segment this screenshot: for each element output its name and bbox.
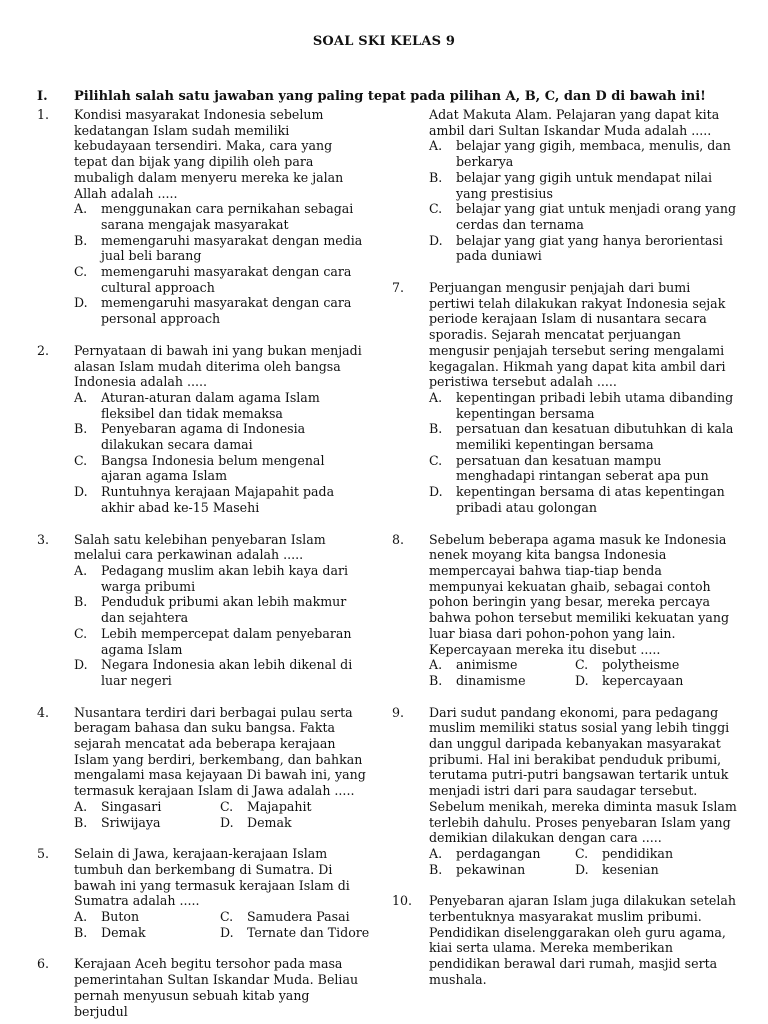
question-stem: Salah satu kelebihan penyebaran Islam melalui cara perkawinan adalah ..... bbox=[74, 531, 326, 563]
option-letter: D. bbox=[575, 672, 589, 688]
option-text: pendidikan bbox=[602, 845, 674, 861]
option-letter: C. bbox=[220, 798, 234, 814]
option-b[interactable] bbox=[429, 421, 737, 452]
option-text: Majapahit bbox=[247, 798, 312, 814]
question-number: 7. bbox=[392, 280, 405, 296]
option-text: animisme bbox=[456, 657, 518, 673]
question-stem: Penyebaran ajaran Islam juga dilakukan setelah terbentuknya masyarakat muslim pribumi. Pendidikan diselenggarakan oleh guru agama, kiai serta ulama. Mereka memberikan pendidikan berawal dari rumah, masjid serta mushala. bbox=[429, 893, 737, 987]
option-letter: C. bbox=[74, 264, 88, 280]
option-text: Penduduk pribumi akan lebih makmur dan sejahtera bbox=[101, 594, 347, 626]
option-letter: A. bbox=[74, 562, 88, 578]
option-d[interactable] bbox=[74, 295, 367, 326]
option-a[interactable] bbox=[74, 201, 367, 232]
option-b[interactable] bbox=[429, 673, 575, 689]
option-c[interactable] bbox=[74, 626, 367, 657]
question-stem: Kerajaan Aceh begitu tersohor pada masa pemerintahan Sultan Iskandar Muda. Beliau pernah menyusun sebuah kitab yang berjudul bbox=[74, 956, 359, 1019]
options bbox=[429, 846, 737, 877]
option-text: kepentingan bersama di atas kepentingan pribadi atau golongan bbox=[456, 484, 725, 515]
option-b[interactable] bbox=[429, 170, 737, 201]
option-a[interactable] bbox=[74, 799, 220, 815]
option-letter: B. bbox=[429, 421, 443, 437]
option-c[interactable] bbox=[429, 453, 737, 484]
option-d[interactable] bbox=[575, 673, 725, 689]
option-letter: A. bbox=[74, 201, 88, 217]
option-letter: D. bbox=[74, 657, 88, 673]
option-text: Samudera Pasai bbox=[247, 909, 350, 925]
option-d[interactable] bbox=[74, 484, 367, 515]
option-b[interactable] bbox=[74, 421, 367, 452]
option-b[interactable] bbox=[429, 862, 575, 878]
option-letter: B. bbox=[429, 169, 443, 185]
option-letter: A. bbox=[429, 389, 443, 405]
option-letter: B. bbox=[429, 861, 443, 877]
option-a[interactable] bbox=[429, 390, 737, 421]
option-text: Buton bbox=[101, 909, 140, 925]
question-3 bbox=[37, 532, 367, 689]
option-c[interactable] bbox=[575, 657, 725, 673]
options bbox=[74, 563, 367, 689]
option-b[interactable] bbox=[74, 233, 367, 264]
option-text: Lebih mempercepat dalam penyebaran agama Islam bbox=[101, 625, 352, 657]
option-letter: B. bbox=[74, 232, 88, 248]
option-text: belajar yang gigih untuk mendapat nilai yang prestisius bbox=[456, 169, 713, 201]
option-text: belajar yang gigih, membaca, menulis, dan berkarya bbox=[456, 138, 731, 170]
question-8 bbox=[392, 532, 737, 689]
option-c[interactable] bbox=[74, 453, 367, 484]
option-text: memengaruhi masyarakat dengan media jual beli barang bbox=[101, 232, 363, 264]
option-c[interactable] bbox=[220, 799, 370, 815]
option-letter: D. bbox=[74, 484, 88, 500]
question-number: 1. bbox=[37, 107, 50, 122]
options bbox=[74, 390, 367, 516]
option-text: pekawinan bbox=[456, 861, 526, 877]
question-number: 5. bbox=[37, 846, 50, 862]
option-text: Aturan-aturan dalam agama Islam fleksibel dan tidak memaksa bbox=[101, 389, 320, 421]
option-b[interactable] bbox=[74, 925, 220, 941]
page-title: SOAL SKI KELAS 9 bbox=[312, 34, 456, 49]
option-b[interactable] bbox=[74, 594, 367, 625]
option-text: Runtuhnya kerajaan Majapahit pada akhir abad ke-15 Masehi bbox=[101, 484, 335, 515]
option-letter: B. bbox=[74, 814, 88, 830]
question-stem: Perjuangan mengusir penjajah dari bumi pertiwi telah dilakukan rakyat Indonesia sejak periode kerajaan Islam di nusantara secara sporadis. Sejarah mencatat perjuangan mengusir penjajah tersebut sering mengalami kegagalan. Hikmah yang dapat kita ambil dari peristiwa tersebut adalah ..... bbox=[429, 280, 726, 390]
options bbox=[429, 138, 737, 264]
question-6 bbox=[37, 956, 367, 1019]
option-a[interactable] bbox=[429, 657, 575, 673]
option-a[interactable] bbox=[429, 138, 737, 169]
option-text: Bangsa Indonesia belum mengenal ajaran agama Islam bbox=[101, 452, 325, 484]
option-letter: D. bbox=[220, 924, 234, 940]
option-text: Singasari bbox=[101, 798, 162, 814]
option-text: menggunakan cara pernikahan sebagai sarana mengajak masyarakat bbox=[101, 201, 354, 232]
option-letter: A. bbox=[429, 845, 443, 861]
option-letter: C. bbox=[220, 909, 234, 925]
option-a[interactable] bbox=[74, 563, 367, 594]
option-c[interactable] bbox=[220, 909, 370, 925]
section-number: I. bbox=[37, 89, 48, 104]
option-text: Negara Indonesia akan lebih dikenal di luar negeri bbox=[101, 657, 353, 688]
option-text: belajar yang giat untuk menjadi orang yang cerdas dan ternama bbox=[456, 201, 737, 232]
instruction-text: Pilihlah salah satu jawaban yang paling tepat pada pilihan A, B, C, dan D di bawah ini! bbox=[74, 89, 706, 104]
question-number: 2. bbox=[37, 342, 50, 358]
option-letter: A. bbox=[74, 798, 88, 814]
question-5 bbox=[37, 846, 370, 940]
option-text: kepercayaan bbox=[602, 672, 684, 688]
option-letter: B. bbox=[74, 924, 88, 940]
option-b[interactable] bbox=[74, 815, 220, 831]
option-text: dinamisme bbox=[456, 672, 526, 688]
option-d[interactable] bbox=[575, 862, 725, 878]
question-number: 6. bbox=[37, 956, 50, 972]
question-number: 4. bbox=[37, 704, 50, 720]
question-stem: Selain di Jawa, kerajaan-kerajaan Islam tumbuh dan berkembang di Sumatra. Di bawah ini yang termasuk kerajaan Islam di Sumatra adalah ..... bbox=[74, 846, 350, 909]
option-letter: A. bbox=[429, 138, 443, 154]
option-text: memengaruhi masyarakat dengan cara cultural approach bbox=[101, 264, 352, 295]
question-9 bbox=[392, 705, 737, 878]
option-text: kesenian bbox=[602, 861, 659, 877]
option-c[interactable] bbox=[575, 846, 725, 862]
option-text: belajar yang giat yang hanya berorientasi pada duniawi bbox=[456, 232, 723, 264]
question-1 bbox=[37, 107, 367, 327]
option-d[interactable] bbox=[429, 233, 737, 264]
option-a[interactable] bbox=[74, 909, 220, 925]
option-text: persatuan dan kesatuan dibutuhkan di kala memiliki kepentingan bersama bbox=[456, 421, 734, 453]
option-text: perdagangan bbox=[456, 845, 541, 861]
option-text: Pedagang muslim akan lebih kaya dari warga pribumi bbox=[101, 562, 349, 594]
option-letter: C. bbox=[429, 452, 443, 468]
option-letter: B. bbox=[74, 421, 88, 437]
option-letter: D. bbox=[575, 861, 589, 877]
option-d[interactable] bbox=[220, 925, 370, 941]
option-text: Demak bbox=[247, 814, 292, 830]
option-text: Demak bbox=[101, 924, 146, 940]
options bbox=[429, 390, 737, 516]
right-column bbox=[392, 107, 737, 988]
question-number: 9. bbox=[392, 704, 405, 720]
option-text: Sriwijaya bbox=[101, 814, 161, 830]
option-letter: C. bbox=[575, 657, 589, 673]
option-letter: A. bbox=[429, 657, 443, 673]
option-letter: B. bbox=[429, 672, 443, 688]
question-10 bbox=[392, 893, 737, 987]
option-letter: C. bbox=[429, 201, 443, 217]
option-letter: C. bbox=[74, 452, 88, 468]
question-7 bbox=[392, 280, 737, 516]
option-a[interactable] bbox=[429, 846, 575, 862]
question-4 bbox=[37, 705, 367, 831]
question-stem-continued: Adat Makuta Alam. Pelajaran yang dapat kita ambil dari Sultan Iskandar Muda adalah ..... bbox=[429, 107, 720, 138]
option-letter: B. bbox=[74, 594, 88, 610]
question-stem: Sebelum beberapa agama masuk ke Indonesia nenek moyang kita bangsa Indonesia mempercayai bahwa tiap-tiap benda mempunyai kekuatan ghaib, sebagai contoh pohon beringin yang besar, mereka percaya bahwa pohon tersebut memiliki kekuatan yang luar biasa dari pohon-pohon yang lain. Kepercayaan mereka itu disebut ..... bbox=[429, 531, 730, 657]
options bbox=[429, 657, 737, 688]
option-d[interactable] bbox=[220, 815, 370, 831]
options bbox=[74, 201, 367, 327]
question-number: 8. bbox=[392, 531, 405, 547]
option-letter: A. bbox=[74, 909, 88, 925]
option-d[interactable] bbox=[74, 657, 367, 688]
option-d[interactable] bbox=[429, 484, 737, 515]
question-stem: Dari sudut pandang ekonomi, para pedagang muslim memiliki status sosial yang lebih tinggi dan unggul daripada kebanyakan masyarakat pribumi. Hal ini berakibat penduduk pribumi, terutama putri-putri bangsawan tertarik untuk menjadi istri dari para saudagar tersebut. Sebelum menikah, mereka diminta masuk Islam terlebih dahulu. Proses penyebaran Islam yang demikian dilakukan dengan cara ..... bbox=[429, 704, 737, 846]
question-stem: Nusantara terdiri dari berbagai pulau serta beragam bahasa dan suku bangsa. Fakta sejarah mencatat ada beberapa kerajaan Islam yang berdiri, berkembang, dan bahkan mengalami masa kejayaan Di bawah ini, yang termasuk kerajaan Islam di Jawa adalah ..... bbox=[74, 704, 366, 799]
options bbox=[74, 799, 367, 830]
option-letter: C. bbox=[74, 625, 88, 641]
question-6-continued bbox=[392, 107, 737, 264]
option-letter: D. bbox=[429, 484, 443, 500]
question-2 bbox=[37, 343, 367, 516]
option-c[interactable] bbox=[74, 264, 367, 295]
left-column bbox=[37, 107, 370, 1019]
option-text: persatuan dan kesatuan mampu menghadapi rintangan seberat apa pun bbox=[456, 452, 709, 484]
option-text: Penyebaran agama di Indonesia dilakukan secara damai bbox=[101, 421, 306, 453]
option-text: polytheisme bbox=[602, 657, 680, 673]
question-stem: Kondisi masyarakat Indonesia sebelum kedatangan Islam sudah memiliki kebudayaan tersendiri. Maka, cara yang tepat dan bijak yang dipilih oleh para mubaligh dalam menyeru mereka ke jalan Allah adalah ..... bbox=[74, 107, 344, 201]
question-number: 3. bbox=[37, 531, 50, 547]
options bbox=[74, 909, 370, 940]
option-letter: D. bbox=[74, 295, 88, 311]
option-letter: D. bbox=[429, 232, 443, 248]
option-a[interactable] bbox=[74, 390, 367, 421]
question-number: 10. bbox=[392, 893, 413, 909]
question-stem: Pernyataan di bawah ini yang bukan menjadi alasan Islam mudah diterima oleh bangsa Indonesia adalah ..... bbox=[74, 342, 362, 390]
option-letter: A. bbox=[74, 389, 88, 405]
option-text: memengaruhi masyarakat dengan cara personal approach bbox=[101, 295, 352, 327]
option-letter: C. bbox=[575, 845, 589, 861]
option-text: kepentingan pribadi lebih utama dibanding kepentingan bersama bbox=[456, 389, 734, 421]
option-letter: D. bbox=[220, 814, 234, 830]
option-text: Ternate dan Tidore bbox=[247, 924, 370, 940]
option-c[interactable] bbox=[429, 201, 737, 232]
